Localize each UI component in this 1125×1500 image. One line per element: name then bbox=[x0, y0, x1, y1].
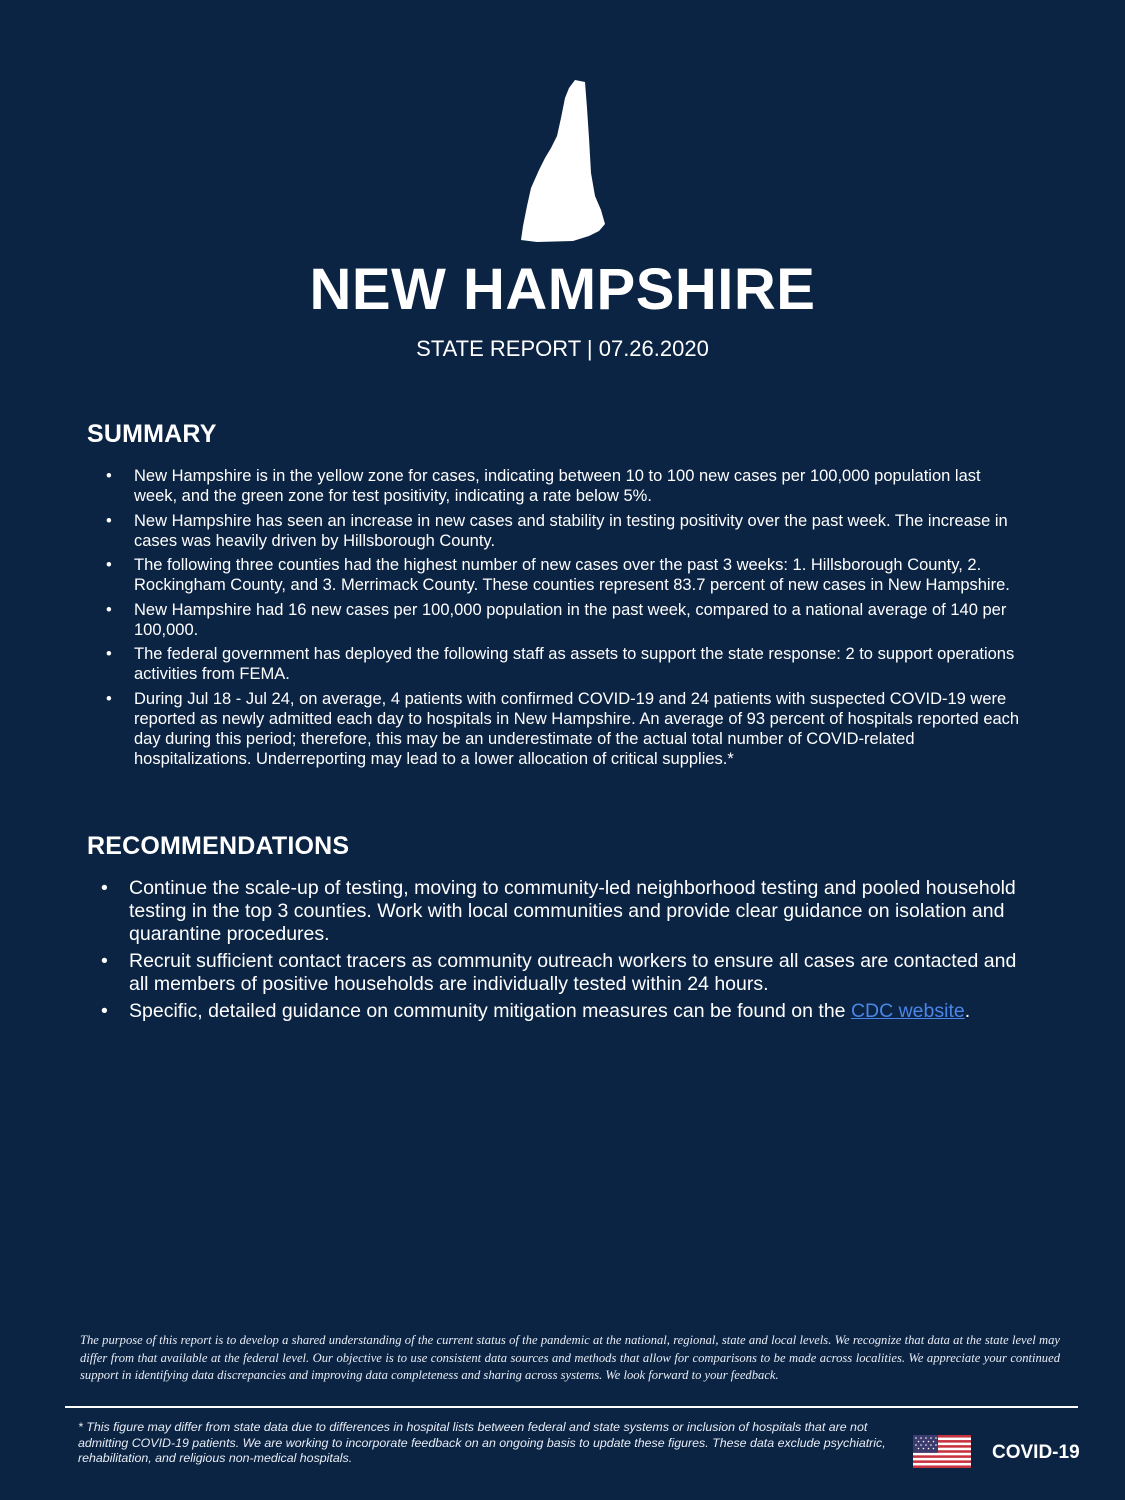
recommendations-list bbox=[129, 877, 1019, 1027]
summary-heading: SUMMARY bbox=[87, 420, 217, 448]
summary-item: • The federal government has deployed the following staff as assets to support the state response: 2 to support operations activities from FEMA. bbox=[134, 644, 1024, 684]
hospital-footnote: * This figure may differ from state data due to differences in hospital lists between federal and state systems or inclusion of hospitals that are not admitting COVID-19 patients. We are working to incorporate feedback on an ongoing basis to update these figures. These data exclude psychiatric, rehabilitation, and religious non-medical hospitals. bbox=[78, 1420, 886, 1465]
summary-item: • The following three counties had the highest number of new cases over the past 3 weeks: 1. Hillsborough County, 2. Rockingham County, and 3. Merrimack County. These counties represent 83.7 percent of new cases in New Hampshire. bbox=[134, 555, 1024, 595]
summary-list bbox=[134, 466, 1024, 773]
recommendation-item-cdc bbox=[129, 1000, 1019, 1023]
summary-item: • New Hampshire has seen an increase in new cases and stability in testing positivity over the past week. The increase in cases was heavily driven by Hillsborough County. bbox=[134, 511, 1024, 551]
recommendation-item-text: Specific, detailed guidance on community mitigation measures can be found on the bbox=[129, 1000, 851, 1022]
new-hampshire-map-icon bbox=[515, 78, 611, 244]
summary-item: • New Hampshire is in the yellow zone for cases, indicating between 10 to 100 new cases per 100,000 population last week, and the green zone for test positivity, indicating a rate below 5%. bbox=[134, 466, 1024, 506]
cdc-website-link[interactable]: CDC website bbox=[850, 1000, 965, 1022]
summary-item: • New Hampshire had 16 new cases per 100,000 population in the past week, compared to a national average of 140 per 100,000. bbox=[134, 600, 1024, 640]
disclaimer-text: The purpose of this report is to develop a shared understanding of the current status of the pandemic at the national, regional, state and local levels. We recognize that data at the state level may differ from that available at the federal level. Our objective is to use consistent data sources and methods that allow for comparisons to be made across localities. We appreciate your continued support in identifying data discrepancies and improving data completeness and sharing across systems. We look forward to your feedback. bbox=[80, 1333, 1060, 1382]
recommendation-item: • Continue the scale-up of testing, moving to community-led neighborhood testing and pooled household testing in the top 3 counties. Work with local communities and provide clear guidance on isolation and quarantine procedures. bbox=[129, 877, 1019, 946]
footer-divider bbox=[65, 1406, 1078, 1408]
us-flag-icon bbox=[913, 1435, 971, 1468]
summary-item: • During Jul 18 - Jul 24, on average, 4 patients with confirmed COVID-19 and 24 patients with suspected COVID-19 were reported as newly admitted each day to hospitals in New Hampshire. An average of 93 percent of hospitals reported each day during this period; therefore, this may be an underestimate of the actual total number of COVID-related hospitalizations. Underreporting may lead to a lower allocation of critical supplies.* bbox=[134, 689, 1024, 769]
recommendation-item-period: . bbox=[964, 1000, 971, 1022]
page-title: NEW HAMPSHIRE bbox=[309, 257, 816, 322]
recommendation-item: • Recruit sufficient contact tracers as community outreach workers to ensure all cases are contacted and all members of positive households are individually tested within 24 hours. bbox=[129, 950, 1019, 996]
covid-19-badge: COVID-19 bbox=[992, 1442, 1080, 1463]
recommendations-heading: RECOMMENDATIONS bbox=[87, 832, 350, 860]
report-subtitle: STATE REPORT | 07.26.2020 bbox=[416, 336, 709, 361]
